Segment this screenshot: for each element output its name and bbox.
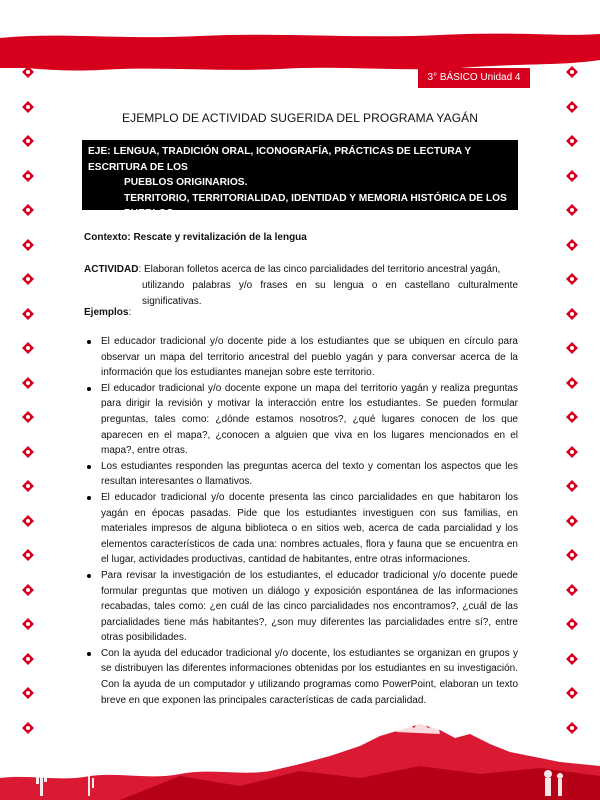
decorative-diamond-icon [22, 515, 34, 527]
decorative-diamond-icon [566, 618, 578, 630]
decorative-diamond-icon [22, 584, 34, 596]
left-ornament-column [22, 66, 34, 746]
decorative-diamond-icon [22, 273, 34, 285]
ejemplos-heading [84, 307, 131, 318]
decorative-diamond-icon [566, 170, 578, 182]
eje-line-1: EJE: LENGUA, TRADICIÓN ORAL, ICONOGRAFÍA, PRÁCTICAS DE LECTURA Y ESCRITURA DE LOS [88, 146, 471, 173]
decorative-diamond-icon [22, 170, 34, 182]
decorative-diamond-icon [22, 480, 34, 492]
decorative-diamond-icon [566, 446, 578, 458]
decorative-diamond-icon [566, 239, 578, 251]
decorative-diamond-icon [22, 446, 34, 458]
decorative-diamond-icon [22, 653, 34, 665]
decorative-diamond-icon [566, 584, 578, 596]
ejemplos-label: Ejemplos [84, 307, 129, 318]
eje-line-3: TERRITORIO, TERRITORIALIDAD, IDENTIDAD Y MEMORIA HISTÓRICA DE LOS PUEBLOS [124, 192, 507, 219]
list-item: El educador tradicional y/o docente expone un mapa del territorio yagán y realiza preguntas para dirigir la revisión y motivar la interacción entre los estudiantes. Se pueden formular preguntas, tales como: ¿dónde estamos nosotros?, ¿qué lugares conocen de los que aparecen en el mapa?, ¿conocen a alguien que viva en los lugares mencionados en el mapa?, entre otras. [84, 381, 518, 459]
decorative-diamond-icon [22, 135, 34, 147]
decorative-diamond-icon [22, 239, 34, 251]
footer-landscape-silhouette [0, 716, 600, 800]
decorative-diamond-icon [22, 549, 34, 561]
decorative-diamond-icon [22, 377, 34, 389]
list-item: El educador tradicional y/o docente pide a los estudiantes que se ubiquen en círculo para observar un mapa del territorio ancestral del pueblo yagán y para conversar acerca de la información que los estudiantes manejan sobre este territorio. [84, 334, 518, 381]
document-title: EJEMPLO DE ACTIVIDAD SUGERIDA DEL PROGRAMA YAGÁN [122, 111, 478, 125]
context-heading: Contexto: Rescate y revitalización de la lengua [84, 232, 307, 243]
decorative-diamond-icon [566, 342, 578, 354]
decorative-diamond-icon [566, 480, 578, 492]
decorative-diamond-icon [22, 618, 34, 630]
eje-line-4: ORIGINARIOS. [88, 223, 160, 235]
actividad-paragraph [84, 262, 518, 310]
ejemplos-colon: : [128, 307, 132, 318]
decorative-diamond-icon [566, 204, 578, 216]
list-item: Con la ayuda del educador tradicional y/o docente, los estudiantes se organizan en grupos y se distribuyen las diferentes informaciones obtenidas por los estudiantes en su investigación. Con la ayuda de un computador y utilizando programas como PowerPoint, elaboran un texto breve en que exponen las principales características de cada parcialidad. [84, 646, 518, 708]
list-item: Para revisar la investigación de los estudiantes, el educador tradicional y/o docente puede formular preguntas que motiven un diálogo y exposición espontánea de las informaciones recabadas, tales como: ¿en cuál de las cinco parcialidades nos encontramos?, ¿cuál de las parcialidades tiene más habitantes?, ¿son muy diferentes las parcialidades entre sí?, entre otras posibilidades. [84, 568, 518, 646]
decorative-diamond-icon [22, 308, 34, 320]
eje-box [82, 140, 518, 235]
list-item: El educador tradicional y/o docente presenta las cinco parcialidades en que habitaron los yagán en épocas pasadas. Pide que los estudiantes investiguen con sus familias, en materiales impresos de alguna biblioteca o en sitios web, acerca de cada parcialidad y los elementos característicos de cada una: nombres actuales, flora y fauna que se encuentra en el lugar, actividades productivas, cantidad de habitantes, entre otras informaciones. [84, 490, 518, 568]
eje-line-2: PUEBLOS ORIGINARIOS. [124, 177, 248, 188]
decorative-diamond-icon [22, 342, 34, 354]
decorative-diamond-icon [566, 66, 578, 78]
decorative-diamond-icon [566, 273, 578, 285]
right-ornament-column [566, 66, 578, 746]
decorative-diamond-icon [22, 204, 34, 216]
ejemplos-list [84, 334, 518, 708]
unit-badge: 3° BÁSICO Unidad 4 [418, 68, 530, 88]
decorative-diamond-icon [22, 687, 34, 699]
decorative-diamond-icon [566, 377, 578, 389]
actividad-label: ACTIVIDAD [84, 264, 139, 275]
decorative-diamond-icon [566, 653, 578, 665]
decorative-diamond-icon [22, 411, 34, 423]
decorative-diamond-icon [22, 66, 34, 78]
decorative-diamond-icon [566, 411, 578, 423]
decorative-diamond-icon [566, 549, 578, 561]
decorative-diamond-icon [566, 515, 578, 527]
top-red-brush-band [0, 30, 600, 72]
decorative-diamond-icon [566, 135, 578, 147]
actividad-text-2: utilizando palabras y/o frases en su lengua o en castellano culturalmente significativas. [142, 280, 518, 307]
actividad-text-1: : Elaboran folletos acerca de las cinco parcialidades del territorio ancestral yagán, [138, 264, 501, 275]
decorative-diamond-icon [566, 308, 578, 320]
list-item: Los estudiantes responden las preguntas acerca del texto y comentan los aspectos que les resultan interesantes o llamativos. [84, 459, 518, 490]
decorative-diamond-icon [566, 687, 578, 699]
